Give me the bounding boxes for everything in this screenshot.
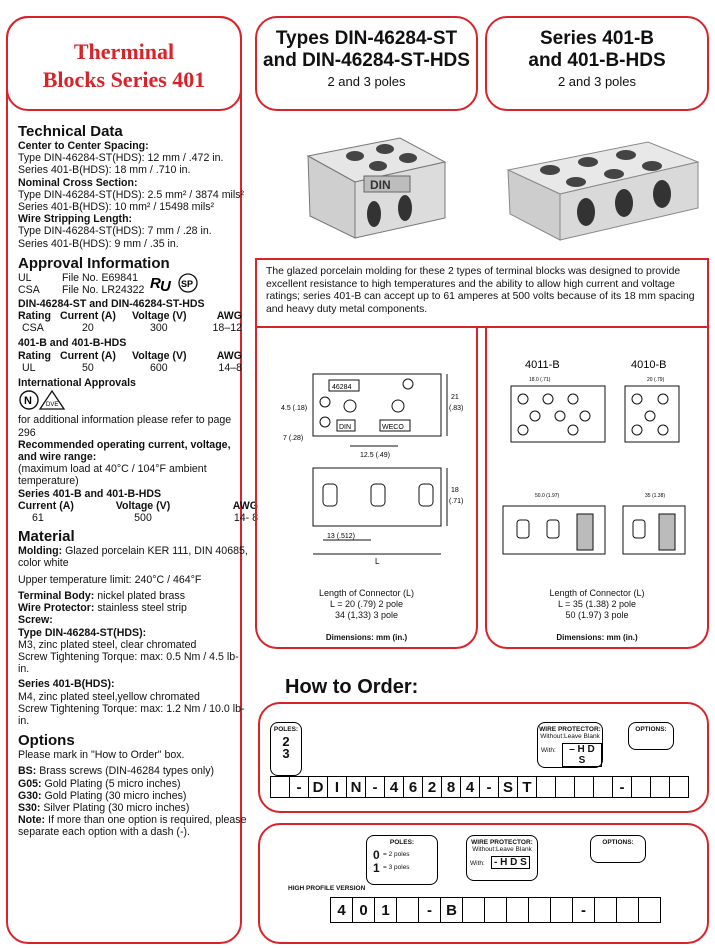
order-code-cell[interactable]: B: [440, 897, 463, 923]
spacing-st: Type DIN-46284-ST(HDS): 12 mm / .472 in.: [18, 152, 224, 165]
order-code-cell[interactable]: [593, 776, 613, 798]
title-line1: Therminal: [73, 39, 175, 64]
order-code-cell[interactable]: 6: [403, 776, 423, 798]
molding-label: Molding:: [18, 545, 63, 558]
strip-401: Series 401-B(HDS): 9 mm / .35 in.: [18, 237, 179, 250]
dimensions-note: Dimensions: mm (in.): [325, 633, 408, 642]
wp-code: – H D S: [562, 743, 602, 767]
order-code-cell[interactable]: [616, 897, 639, 923]
molding-value: Glazed porcelain KER 111, DIN 40685, color white: [18, 545, 248, 570]
current-table-header: [18, 499, 258, 512]
rating-table-2-row: [18, 362, 248, 374]
table-cell: 14- 8: [233, 512, 258, 525]
dim-18-0: 18.0 (.71): [529, 377, 551, 383]
poles-box-2: [366, 835, 438, 885]
product1-title-box: [255, 16, 478, 111]
length-3-pole: 50 (1.97) 3 pole: [565, 610, 629, 620]
option-text: Brass screws (DIN-46284 types only): [36, 765, 215, 778]
order-code-cell[interactable]: [669, 776, 689, 798]
order-code-cell[interactable]: 0: [352, 897, 375, 923]
drawing1-dimension-svg: [265, 366, 470, 566]
terminal-value: nickel plated brass: [94, 589, 186, 602]
options-note: Please mark in "How to Order" box.: [18, 749, 185, 762]
current-header: Current (A): [60, 349, 116, 362]
terminal-label: Terminal Body:: [18, 589, 95, 602]
left-body: [18, 120, 258, 839]
product1-title-line1: Types DIN-46284-ST: [275, 28, 458, 49]
dim-35: 35 (1.38): [645, 493, 666, 499]
options-label: OPTIONS:: [602, 839, 634, 846]
dim-21: 21: [451, 394, 459, 401]
wire-protector-value: stainless steel strip: [94, 602, 187, 615]
strip-st: Type DIN-46284-ST(HDS): 7 mm / .28 in.: [18, 225, 212, 238]
label-4010-b: 4010-B: [631, 359, 667, 371]
drawing2-dimension-svg: [493, 354, 705, 574]
options-footnote: [18, 814, 248, 838]
screw-401-line1: M4, zinc plated steel,yellow chromated: [18, 690, 200, 703]
screw-401-label: Series 401-B(HDS):: [18, 678, 115, 691]
order-code-cell[interactable]: [555, 776, 575, 798]
left-title: [6, 16, 242, 109]
list-item: [18, 802, 248, 814]
dim-L: L: [375, 557, 380, 566]
order-code-cell[interactable]: -: [479, 776, 499, 798]
awg-header: AWG: [216, 310, 242, 323]
option-code: S30:: [18, 801, 41, 814]
product1-title: [257, 28, 476, 72]
length-title: Length of Connector (L): [549, 588, 645, 598]
order-code-cell[interactable]: S: [498, 776, 518, 798]
cross-st: Type DIN-46284-ST(HDS): 2.5 mm² / 3874 mils²: [18, 188, 245, 201]
b-hds-label: 401-B and 401-B-HDS: [18, 337, 127, 350]
ul-csa-logo-icon: [148, 272, 208, 294]
screw-st-line1: M3, zinc plated steel, clear chromated: [18, 638, 197, 651]
technical-data-heading: Technical Data: [18, 123, 123, 140]
csa-label: CSA: [18, 283, 40, 296]
poles-label: POLES:: [389, 839, 415, 846]
order-code-cell[interactable]: [528, 897, 551, 923]
international-approval-logos-icon: [18, 389, 78, 411]
awg-header: AWG: [232, 499, 258, 512]
center-spacing-label: Center to Center Spacing:: [18, 140, 149, 152]
options-heading: Options: [18, 732, 75, 750]
wp-code: - H D S: [491, 856, 530, 869]
poles-label: POLES:: [273, 726, 299, 733]
order-code-cell[interactable]: T: [517, 776, 537, 798]
table-cell: 14–8: [218, 361, 242, 374]
order-code-cell[interactable]: 1: [374, 897, 397, 923]
dim-21-in: (.83): [449, 405, 464, 412]
order-code-cell[interactable]: -: [289, 776, 309, 798]
poles-box: [270, 722, 302, 776]
order-code-cell[interactable]: 8: [441, 776, 461, 798]
rating-header: Rating: [18, 349, 51, 362]
svg-text:N: N: [24, 395, 32, 408]
order-code-cell[interactable]: -: [365, 776, 385, 798]
order-code-cell[interactable]: [506, 897, 529, 923]
option-text: Gold Plating (30 micro inches): [41, 789, 187, 802]
series-b-label: Series 401-B and 401-B-HDS: [18, 487, 162, 500]
wire-strip-label: Wire Stripping Length:: [18, 213, 133, 226]
ul-label: UL: [18, 271, 32, 284]
description-box: [255, 258, 709, 328]
pole-option-1-text: = 3 poles: [383, 864, 410, 871]
maxload-note: (maximum load at 40°C / 104°F ambient temperature): [18, 463, 207, 488]
series-401-terminal-block-image: [498, 128, 703, 246]
order-code-cell[interactable]: [462, 897, 485, 923]
dim-20: 20 (.79): [647, 377, 665, 383]
label-46284: 46284: [332, 384, 352, 391]
order-code-cell[interactable]: [650, 776, 670, 798]
option-code: G30:: [18, 789, 42, 802]
svg-text:U: U: [160, 277, 171, 294]
wp-with: With:: [541, 747, 556, 754]
awg-header: AWG: [216, 349, 242, 362]
drawing1-panel: [255, 326, 478, 649]
option-code: BS:: [18, 765, 37, 778]
dim-18: 18: [451, 487, 459, 494]
screw-label: Screw:: [18, 614, 53, 627]
description-text: The glazed porcelain molding for these 2 types of terminal blocks was designed to provide excellent resistance to high temperatures and the ability to allow high current and voltage ratings; series 401-B can accept up to 61 amperes at 500 volts because of its 18 mm spacing and heavy duty metal components.: [266, 266, 695, 315]
options-box-2: [590, 835, 646, 863]
rating-table-1-header: [18, 310, 248, 322]
order-code-cell[interactable]: D: [308, 776, 328, 798]
wire-protector-label: WIRE PROTECTOR:: [471, 839, 533, 846]
current-header: Current (A): [60, 310, 116, 323]
rating-table-1-row: [18, 322, 248, 334]
dim-18-in: (.71): [449, 498, 464, 505]
cross-401: Series 401-B(HDS): 10 mm² / 15498 mils²: [18, 201, 215, 214]
current-header: Current (A): [18, 499, 74, 512]
product2-poles: 2 and 3 poles: [557, 74, 637, 89]
table-cell: 20: [82, 322, 94, 335]
international-approvals-label: International Approvals: [18, 377, 136, 390]
screw-401-line2: Screw Tightening Torque: max: 1.2 Nm / 10.0 lb-in.: [18, 702, 245, 727]
order-code-cell[interactable]: [484, 897, 507, 923]
upper-temp: Upper temperature limit: 240°C / 464°F: [18, 573, 202, 586]
svg-text:DVE: DVE: [46, 402, 59, 409]
wire-protector-label: WIRE PROTECTOR:: [539, 726, 601, 733]
option-text: Silver Plating (30 micro inches): [40, 801, 190, 814]
material-heading: Material: [18, 528, 75, 546]
order-code-cell[interactable]: I: [327, 776, 347, 798]
pole-option-0-text: = 2 poles: [383, 851, 410, 858]
dim-4-5: 4.5 (.18): [281, 405, 308, 412]
note-text: If more than one option is required, please separate each option with a dash (-).: [18, 814, 247, 839]
dimensions-note: Dimensions: mm (in.): [556, 633, 638, 642]
length-2-pole: L = 20 (.79) 2 pole: [330, 599, 403, 609]
order-code-cell[interactable]: 4: [460, 776, 480, 798]
table-cell: 300: [150, 322, 168, 335]
list-item: [18, 790, 248, 802]
table-cell: 600: [150, 361, 168, 374]
approval-files: [18, 272, 248, 298]
order-code-cell[interactable]: 2: [422, 776, 442, 798]
wp-with: With:: [470, 860, 485, 867]
order-code-cell[interactable]: [270, 776, 290, 798]
order-code-cell[interactable]: [396, 897, 419, 923]
label-weco: WECO: [382, 424, 404, 431]
how-to-order-heading: How to Order:: [285, 676, 419, 698]
order-code-cell[interactable]: 4: [330, 897, 353, 923]
order-code-cell[interactable]: 4: [384, 776, 404, 798]
order-code-cell[interactable]: [550, 897, 573, 923]
order-code-cell[interactable]: -: [572, 897, 595, 923]
options-box: [628, 722, 674, 750]
csa-file: File No. LR24322: [62, 283, 145, 296]
poles-2: 2: [282, 734, 290, 749]
option-list: [18, 765, 248, 814]
options-label: OPTIONS:: [635, 726, 667, 733]
pole-option-0: 0: [373, 848, 380, 862]
option-code: G05:: [18, 777, 42, 790]
table-cell: UL: [22, 361, 36, 374]
recommended-label: Recommended operating current, voltage,: [18, 438, 231, 451]
table-cell: 18–12: [212, 322, 242, 335]
wire-protector-box-2: [466, 835, 538, 881]
molding-text: [18, 545, 248, 569]
wire-protector-text: [18, 602, 248, 614]
refer-note: for additional information please refer to page 296: [18, 414, 232, 439]
order-code-cell[interactable]: [631, 776, 651, 798]
table-cell: CSA: [22, 322, 44, 335]
label-4011-b: 4011-B: [525, 359, 560, 371]
pole-option-1: 1: [373, 861, 380, 875]
order-code-cell[interactable]: [594, 897, 617, 923]
product1-poles: 2 and 3 poles: [327, 74, 406, 89]
poles-3: 3: [282, 746, 290, 761]
voltage-header: Voltage (V): [132, 310, 187, 323]
ul-file: File No. E69841: [62, 271, 138, 284]
rating-table-2-header: [18, 350, 248, 362]
wire-protector-label: Wire Protector:: [18, 602, 95, 615]
table-cell: 50: [82, 361, 94, 374]
screw-st-label: Type DIN-46284-ST(HDS):: [18, 626, 147, 639]
order-code-cell[interactable]: -: [418, 897, 441, 923]
din-terminal-block-image: [260, 118, 475, 256]
screw-st-line2: Screw Tightening Torque: max: 0.5 Nm / 4.5 lb-in.: [18, 650, 239, 676]
voltage-header: Voltage (V): [115, 499, 171, 512]
product2-title-line2: and 401-B-HDS: [528, 50, 666, 71]
product2-title-box: [485, 16, 709, 111]
product2-title-line1: Series 401-B: [539, 28, 655, 49]
length-3-pole: 34 (1,33) 3 pole: [334, 610, 399, 620]
table-cell: 500: [134, 512, 152, 525]
voltage-header: Voltage (V): [132, 349, 187, 362]
order-code-cell[interactable]: -: [612, 776, 632, 798]
order-box-2: [258, 823, 709, 944]
label-din: DIN: [339, 424, 352, 431]
order-box-1: [258, 702, 709, 813]
spacing-401: Series 401-B(HDS): 18 mm / .710 in.: [18, 164, 191, 177]
product1-title-line2: and DIN-46284-ST-HDS: [263, 50, 470, 71]
length-2-pole: L = 35 (1.38) 2 pole: [558, 599, 636, 609]
title-line2: Blocks Series 401: [42, 67, 206, 92]
st-hds-label: DIN-46284-ST and DIN-46284-ST-HDS: [18, 297, 205, 310]
svg-text:R: R: [150, 274, 161, 292]
note-label: Note:: [18, 814, 46, 827]
length-title: Length of Connector (L): [318, 588, 415, 598]
order-code-cell[interactable]: [536, 776, 556, 798]
order-code-cell[interactable]: [638, 897, 661, 923]
option-text: Gold Plating (5 micro inches): [41, 777, 181, 790]
wire-protector-box: [537, 722, 603, 768]
wire-protector-sub: Without:Leave Blank: [472, 846, 532, 853]
list-item: [18, 765, 248, 777]
table-cell: 61: [32, 512, 44, 525]
current-table-row: [18, 512, 258, 525]
order-code-cell[interactable]: [574, 776, 594, 798]
dim-12-5: 12.5 (.49): [360, 452, 390, 459]
wire-range-label: and wire range:: [18, 451, 97, 464]
din-stamp: DIN: [370, 178, 391, 192]
product2-title: [487, 28, 707, 72]
terminal-text: [18, 590, 248, 602]
nominal-cross-label: Nominal Cross Section:: [18, 176, 138, 189]
dim-7: 7 (.28): [283, 435, 304, 442]
svg-text:SP: SP: [181, 278, 194, 289]
wire-protector-sub: Without:Leave Blank: [540, 733, 600, 740]
list-item: [18, 778, 248, 790]
dim-50-0: 50.0 (1.97): [535, 493, 560, 499]
rating-header: Rating: [18, 310, 51, 323]
order-code-cell[interactable]: N: [346, 776, 366, 798]
high-profile-label: HIGH PROFILE VERSION: [288, 885, 366, 892]
dim-13: 13 (.512): [327, 533, 356, 540]
drawing2-panel: [485, 326, 709, 649]
approval-heading: Approval Information: [18, 254, 170, 272]
